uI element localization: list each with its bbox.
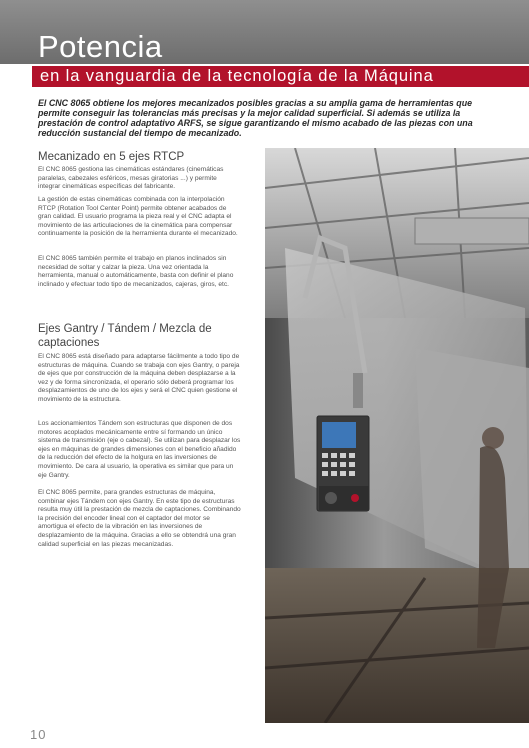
section-title-rtcp: Mecanizado en 5 ejes RTCP (38, 151, 185, 163)
page-title: Potencia (38, 29, 163, 64)
section-title-gantry: Ejes Gantry / Tándem / Mezcla de captaciones (38, 323, 212, 349)
gantry-paragraph-3: El CNC 8065 permite, para grandes estructuras de máquina, combinar ejes Tándem con ejes Gantry. En este tipo de estructuras resulta muy útil la prestación de mezcla de captaciones. Combinando la precisión del encoder lineal con el captador del motor se amortigua el efecto de la vibración en las inversiones de desplazamiento de la máquina. Gracias a ello se obtendrá una gran calidad superficial en las piezas mecanizadas. (38, 489, 241, 548)
page-number: 10 (30, 727, 47, 742)
rtcp-paragraph-2: La gestión de estas cinemáticas combinada con la interpolación RTCP (Rotation Tool Center Point) permite obtener acabados de gran calidad. El usuario programa la pieza real y el CNC adapta el movimiento de las articulaciones de la cinemática para compensar continuamente la posición de la herramienta durante el mecanizado. (38, 196, 238, 238)
gantry-paragraph-2: Los accionamientos Tándem son estructuras que disponen de dos motores acoplados mecánicamente entre sí formando un único sistema de transmisión (eje o cabezal). Se utilizan para desplazar los ejes en máquinas de grandes dimensiones con el beneficio añadido de la reducción del efecto de la holgura en las inversiones de movimiento. De cara al usuario, la operativa es similar que para un eje Gantry. (38, 420, 241, 479)
gantry-paragraph-1: El CNC 8065 está diseñado para adaptarse fácilmente a todo tipo de estructuras de máquina. Cuando se trabaja con ejes Gantry, o pareja de ejes que por construcción de la máquina deben desplazarse a la vez y de forma sincronizada, el operario sólo deberá programar los desplazamientos de uno de los ejes y será el CNC quien gestione el movimiento de la estructura. (38, 353, 240, 403)
page-subtitle: en la vanguardia de la tecnología de la Máquina (40, 67, 434, 85)
intro-paragraph: El CNC 8065 obtiene los mejores mecanizados posibles gracias a su amplia gama de herramientas que permite conseguir las tolerancias más precisas y la mejor calidad superficial. Si además se utiliza la prestación de control adaptativo ARFS, se sigue garantizando el mismo acabado de las piezas con una reducción sustancial del tiempo de mecanizado. (38, 98, 473, 138)
rtcp-paragraph-1: El CNC 8065 gestiona las cinemáticas estándares (cinemáticas paralelas, cabezales esféricos, mesas giratorias ...) y permite integrar cinemáticas específicas del fabricante. (38, 166, 224, 191)
rtcp-paragraph-3: El CNC 8065 también permite el trabajo en planos inclinados sin necesidad de soltar y calzar la pieza. Una vez orientada la herramienta, manual o automáticamente, basta con definir el plano inclinado y efectuar todo tipo de mecanizados, cajeras, giros, etc. (38, 255, 234, 288)
machine-photo (265, 148, 529, 723)
cnc-screen (322, 422, 356, 448)
machine-photo-illustration (265, 148, 529, 723)
